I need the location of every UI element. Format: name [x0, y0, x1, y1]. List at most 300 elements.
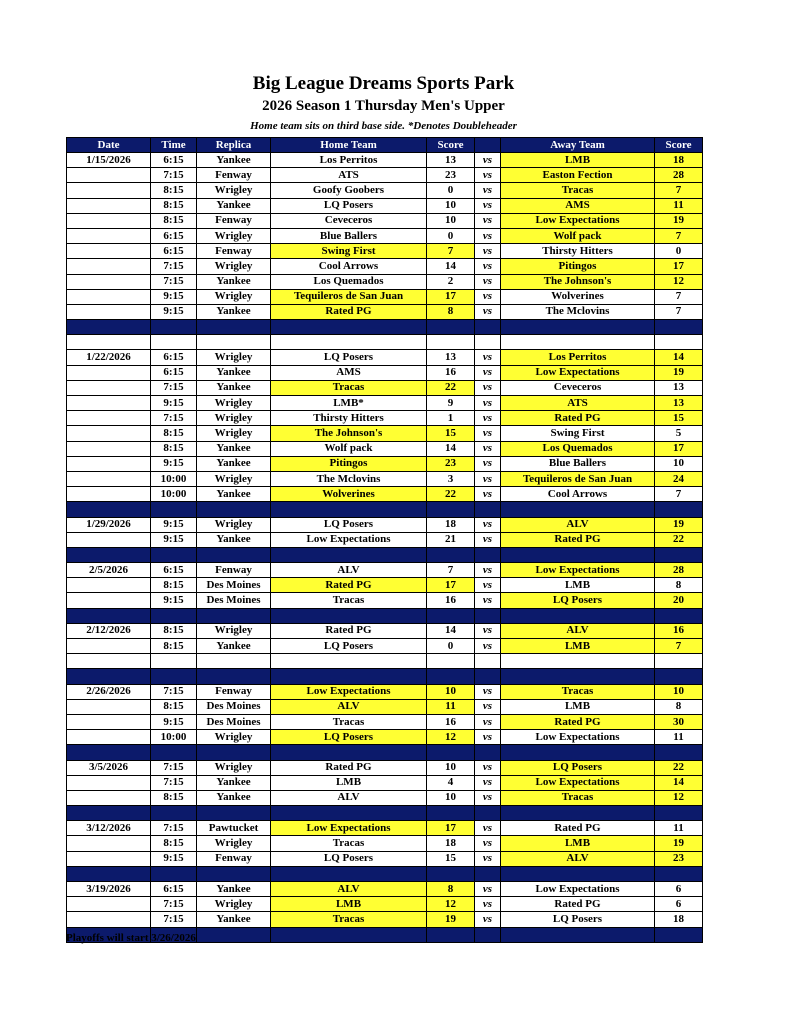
home-score-cell: 21	[427, 532, 475, 547]
away-team-cell: Tracas	[501, 684, 655, 699]
empty-cell	[151, 335, 197, 350]
vs-cell: vs	[475, 532, 501, 547]
away-score-cell: 19	[655, 365, 703, 380]
vs-cell: vs	[475, 882, 501, 897]
away-team-cell: ALV	[501, 851, 655, 866]
time-cell: 6:15	[151, 153, 197, 168]
away-team-cell: LMB	[501, 699, 655, 714]
replica-cell: Wrigley	[197, 517, 271, 532]
time-cell: 7:15	[151, 411, 197, 426]
replica-cell: Fenway	[197, 168, 271, 183]
date-cell	[67, 168, 151, 183]
home-team-cell: Blue Ballers	[271, 228, 427, 243]
empty-cell	[67, 806, 151, 821]
away-score-cell: 10	[655, 456, 703, 471]
vs-cell: vs	[475, 426, 501, 441]
time-cell: 9:15	[151, 532, 197, 547]
date-cell	[67, 441, 151, 456]
home-score-cell: 13	[427, 350, 475, 365]
home-team-cell: The Johnson's	[271, 426, 427, 441]
table-row	[67, 882, 703, 897]
away-team-cell: Low Expectations	[501, 365, 655, 380]
vs-cell: vs	[475, 411, 501, 426]
home-score-cell: 0	[427, 228, 475, 243]
replica-cell: Des Moines	[197, 699, 271, 714]
away-team-cell: Low Expectations	[501, 563, 655, 578]
vs-cell: vs	[475, 851, 501, 866]
away-score-cell: 28	[655, 168, 703, 183]
empty-cell	[197, 866, 271, 881]
away-score-cell: 7	[655, 304, 703, 319]
empty-cell	[67, 320, 151, 335]
vs-cell: vs	[475, 836, 501, 851]
replica-cell: Yankee	[197, 532, 271, 547]
schedule-body	[67, 153, 703, 943]
away-score-cell: 17	[655, 441, 703, 456]
replica-cell: Wrigley	[197, 897, 271, 912]
date-cell	[67, 471, 151, 486]
time-cell: 7:15	[151, 274, 197, 289]
time-cell: 7:15	[151, 821, 197, 836]
time-cell: 9:15	[151, 396, 197, 411]
away-score-cell: 13	[655, 396, 703, 411]
date-cell	[67, 639, 151, 654]
table-row	[67, 426, 703, 441]
away-team-cell: Rated PG	[501, 532, 655, 547]
table-row	[67, 471, 703, 486]
empty-cell	[475, 927, 501, 942]
away-score-cell: 6	[655, 882, 703, 897]
empty-cell	[475, 320, 501, 335]
table-row	[67, 244, 703, 259]
empty-cell	[151, 866, 197, 881]
away-team-cell: Low Expectations	[501, 213, 655, 228]
home-team-cell: LQ Posers	[271, 517, 427, 532]
table-row	[67, 532, 703, 547]
away-team-cell: LMB	[501, 639, 655, 654]
date-cell	[67, 456, 151, 471]
home-score-cell: 10	[427, 790, 475, 805]
vs-cell: vs	[475, 487, 501, 502]
replica-cell: Fenway	[197, 851, 271, 866]
home-team-cell: Rated PG	[271, 304, 427, 319]
replica-cell: Wrigley	[197, 411, 271, 426]
vs-cell: vs	[475, 714, 501, 729]
vs-cell: vs	[475, 396, 501, 411]
empty-cell	[475, 654, 501, 669]
date-cell	[67, 183, 151, 198]
replica-cell: Yankee	[197, 274, 271, 289]
empty-cell	[475, 745, 501, 760]
home-team-cell: Low Expectations	[271, 684, 427, 699]
page-title: Big League Dreams Sports Park	[252, 73, 515, 94]
table-row	[67, 365, 703, 380]
time-cell: 6:15	[151, 563, 197, 578]
empty-cell	[655, 335, 703, 350]
separator-row	[67, 502, 703, 517]
replica-cell: Fenway	[197, 563, 271, 578]
empty-cell	[271, 927, 427, 942]
date-cell	[67, 244, 151, 259]
away-team-cell: Swing First	[501, 426, 655, 441]
date-cell	[67, 380, 151, 395]
date-cell	[67, 775, 151, 790]
vs-cell: vs	[475, 790, 501, 805]
date-cell	[67, 532, 151, 547]
home-team-cell: LMB*	[271, 396, 427, 411]
table-row	[67, 790, 703, 805]
away-team-cell: Wolf pack	[501, 228, 655, 243]
home-score-cell: 4	[427, 775, 475, 790]
empty-cell	[271, 654, 427, 669]
vs-cell: vs	[475, 228, 501, 243]
replica-cell: Wrigley	[197, 183, 271, 198]
away-score-cell: 18	[655, 912, 703, 927]
table-row	[67, 836, 703, 851]
table-row	[67, 441, 703, 456]
table-row	[67, 623, 703, 638]
vs-cell: vs	[475, 441, 501, 456]
time-cell: 7:15	[151, 897, 197, 912]
away-team-cell: Low Expectations	[501, 775, 655, 790]
away-score-cell: 16	[655, 623, 703, 638]
away-team-cell: Tracas	[501, 790, 655, 805]
home-team-cell: Rated PG	[271, 760, 427, 775]
home-team-cell: ALV	[271, 699, 427, 714]
table-row	[67, 228, 703, 243]
away-team-cell: Ceveceros	[501, 380, 655, 395]
home-team-cell: Wolf pack	[271, 441, 427, 456]
empty-cell	[271, 866, 427, 881]
blank-row	[67, 654, 703, 669]
away-score-cell: 18	[655, 153, 703, 168]
home-team-cell: LQ Posers	[271, 639, 427, 654]
home-score-cell: 16	[427, 365, 475, 380]
separator-row	[67, 866, 703, 881]
home-team-cell: LQ Posers	[271, 350, 427, 365]
table-row	[67, 714, 703, 729]
home-score-cell: 0	[427, 639, 475, 654]
empty-cell	[67, 547, 151, 562]
table-row	[67, 304, 703, 319]
empty-cell	[197, 745, 271, 760]
home-team-cell: Rated PG	[271, 578, 427, 593]
away-score-cell: 22	[655, 532, 703, 547]
time-cell: 8:15	[151, 198, 197, 213]
time-cell: 8:15	[151, 639, 197, 654]
away-team-cell: LMB	[501, 153, 655, 168]
empty-cell	[151, 806, 197, 821]
table-row	[67, 730, 703, 745]
home-team-cell: AMS	[271, 365, 427, 380]
empty-cell	[655, 806, 703, 821]
home-team-cell: Tracas	[271, 593, 427, 608]
empty-cell	[655, 608, 703, 623]
home-score-cell: 12	[427, 730, 475, 745]
date-cell	[67, 304, 151, 319]
replica-cell: Wrigley	[197, 730, 271, 745]
away-score-cell: 7	[655, 289, 703, 304]
away-team-cell: LMB	[501, 578, 655, 593]
empty-cell	[151, 502, 197, 517]
vs-cell: vs	[475, 897, 501, 912]
vs-cell: vs	[475, 365, 501, 380]
home-team-cell: LQ Posers	[271, 730, 427, 745]
empty-cell	[197, 335, 271, 350]
separator-row	[67, 608, 703, 623]
empty-cell	[67, 654, 151, 669]
empty-cell	[427, 927, 475, 942]
home-score-cell: 16	[427, 593, 475, 608]
empty-cell	[151, 608, 197, 623]
date-cell	[67, 426, 151, 441]
vs-cell: vs	[475, 168, 501, 183]
time-cell: 8:15	[151, 426, 197, 441]
time-cell: 10:00	[151, 471, 197, 486]
table-row	[67, 259, 703, 274]
home-team-cell: Rated PG	[271, 623, 427, 638]
separator-row	[67, 806, 703, 821]
header-row	[67, 138, 703, 153]
away-score-cell: 7	[655, 487, 703, 502]
date-cell	[67, 699, 151, 714]
empty-cell	[197, 927, 271, 942]
away-score-cell: 14	[655, 775, 703, 790]
home-score-cell: 17	[427, 821, 475, 836]
table-row	[67, 851, 703, 866]
home-score-cell: 14	[427, 441, 475, 456]
home-team-cell: ALV	[271, 882, 427, 897]
replica-cell: Yankee	[197, 304, 271, 319]
vs-cell: vs	[475, 213, 501, 228]
empty-cell	[427, 745, 475, 760]
away-score-cell: 7	[655, 228, 703, 243]
replica-cell: Yankee	[197, 790, 271, 805]
table-row	[67, 274, 703, 289]
home-team-cell: The Mclovins	[271, 471, 427, 486]
away-team-cell: Cool Arrows	[501, 487, 655, 502]
table-row	[67, 821, 703, 836]
empty-cell	[197, 806, 271, 821]
col-home-score: Score	[427, 138, 475, 153]
away-score-cell: 30	[655, 714, 703, 729]
away-team-cell: Rated PG	[501, 821, 655, 836]
time-cell: 6:15	[151, 365, 197, 380]
date-cell	[67, 213, 151, 228]
vs-cell: vs	[475, 244, 501, 259]
replica-cell: Yankee	[197, 153, 271, 168]
schedule-note: Home team sits on third base side. *Denotes Doubleheader	[250, 120, 517, 132]
home-team-cell: ATS	[271, 168, 427, 183]
time-cell: 6:15	[151, 882, 197, 897]
date-cell	[67, 851, 151, 866]
date-cell: 1/22/2026	[67, 350, 151, 365]
home-team-cell: Tracas	[271, 380, 427, 395]
empty-cell	[197, 502, 271, 517]
away-score-cell: 17	[655, 259, 703, 274]
home-team-cell: Los Quemados	[271, 274, 427, 289]
away-score-cell: 12	[655, 790, 703, 805]
empty-cell	[427, 806, 475, 821]
time-cell: 8:15	[151, 836, 197, 851]
replica-cell: Yankee	[197, 882, 271, 897]
blank-row	[67, 335, 703, 350]
home-team-cell: Low Expectations	[271, 532, 427, 547]
vs-cell: vs	[475, 289, 501, 304]
date-cell	[67, 836, 151, 851]
vs-cell: vs	[475, 623, 501, 638]
home-team-cell: ALV	[271, 563, 427, 578]
away-team-cell: The Johnson's	[501, 274, 655, 289]
vs-cell: vs	[475, 912, 501, 927]
home-score-cell: 16	[427, 714, 475, 729]
away-team-cell: Blue Ballers	[501, 456, 655, 471]
empty-cell	[271, 502, 427, 517]
home-score-cell: 3	[427, 471, 475, 486]
away-team-cell: LQ Posers	[501, 912, 655, 927]
time-cell: 9:15	[151, 456, 197, 471]
empty-cell	[475, 608, 501, 623]
time-cell: 8:15	[151, 790, 197, 805]
away-score-cell: 23	[655, 851, 703, 866]
date-cell	[67, 593, 151, 608]
away-team-cell: LQ Posers	[501, 593, 655, 608]
replica-cell: Yankee	[197, 639, 271, 654]
empty-cell	[655, 654, 703, 669]
away-team-cell: ALV	[501, 623, 655, 638]
time-cell: 9:15	[151, 289, 197, 304]
date-cell: 1/29/2026	[67, 517, 151, 532]
away-score-cell: 0	[655, 244, 703, 259]
time-cell: 8:15	[151, 183, 197, 198]
date-cell	[67, 411, 151, 426]
home-score-cell: 23	[427, 168, 475, 183]
away-score-cell: 14	[655, 350, 703, 365]
table-row	[67, 411, 703, 426]
empty-cell	[501, 745, 655, 760]
vs-cell: vs	[475, 350, 501, 365]
empty-cell	[427, 502, 475, 517]
empty-cell	[427, 654, 475, 669]
time-cell: 10:00	[151, 487, 197, 502]
empty-cell	[67, 745, 151, 760]
replica-cell: Yankee	[197, 441, 271, 456]
table-row	[67, 350, 703, 365]
replica-cell: Wrigley	[197, 350, 271, 365]
replica-cell: Des Moines	[197, 714, 271, 729]
away-team-cell: Low Expectations	[501, 882, 655, 897]
table-row	[67, 912, 703, 927]
table-row	[67, 153, 703, 168]
table-row	[67, 563, 703, 578]
vs-cell: vs	[475, 730, 501, 745]
date-cell: 3/12/2026	[67, 821, 151, 836]
away-score-cell: 19	[655, 517, 703, 532]
date-cell	[67, 198, 151, 213]
vs-cell: vs	[475, 471, 501, 486]
home-score-cell: 18	[427, 517, 475, 532]
empty-cell	[427, 669, 475, 684]
home-score-cell: 14	[427, 623, 475, 638]
vs-cell: vs	[475, 684, 501, 699]
away-team-cell: ATS	[501, 396, 655, 411]
away-score-cell: 8	[655, 699, 703, 714]
empty-cell	[271, 608, 427, 623]
separator-row	[67, 745, 703, 760]
home-score-cell: 22	[427, 380, 475, 395]
home-score-cell: 14	[427, 259, 475, 274]
empty-cell	[501, 320, 655, 335]
home-team-cell: Tracas	[271, 714, 427, 729]
date-cell: 2/5/2026	[67, 563, 151, 578]
separator-row	[67, 669, 703, 684]
vs-cell: vs	[475, 304, 501, 319]
empty-cell	[501, 502, 655, 517]
replica-cell: Yankee	[197, 487, 271, 502]
time-cell: 7:15	[151, 168, 197, 183]
vs-cell: vs	[475, 775, 501, 790]
empty-cell	[427, 547, 475, 562]
empty-cell	[67, 502, 151, 517]
home-score-cell: 18	[427, 836, 475, 851]
replica-cell: Wrigley	[197, 289, 271, 304]
home-score-cell: 7	[427, 244, 475, 259]
replica-cell: Des Moines	[197, 578, 271, 593]
away-score-cell: 11	[655, 730, 703, 745]
away-score-cell: 6	[655, 897, 703, 912]
home-score-cell: 0	[427, 183, 475, 198]
table-row	[67, 396, 703, 411]
vs-cell: vs	[475, 456, 501, 471]
home-team-cell: Wolverines	[271, 487, 427, 502]
empty-cell	[151, 654, 197, 669]
away-score-cell: 22	[655, 760, 703, 775]
table-row	[67, 760, 703, 775]
empty-cell	[197, 608, 271, 623]
away-team-cell: Low Expectations	[501, 730, 655, 745]
empty-cell	[501, 654, 655, 669]
empty-cell	[501, 335, 655, 350]
empty-cell	[271, 745, 427, 760]
empty-cell	[197, 669, 271, 684]
home-team-cell: Tracas	[271, 836, 427, 851]
table-row	[67, 198, 703, 213]
empty-cell	[475, 335, 501, 350]
empty-cell	[427, 866, 475, 881]
away-score-cell: 11	[655, 821, 703, 836]
home-score-cell: 13	[427, 153, 475, 168]
away-team-cell: AMS	[501, 198, 655, 213]
home-team-cell: Swing First	[271, 244, 427, 259]
date-cell: 2/12/2026	[67, 623, 151, 638]
away-team-cell: LQ Posers	[501, 760, 655, 775]
col-date: Date	[67, 138, 151, 153]
away-score-cell: 7	[655, 639, 703, 654]
replica-cell: Wrigley	[197, 228, 271, 243]
replica-cell: Yankee	[197, 380, 271, 395]
home-team-cell: Goofy Goobers	[271, 183, 427, 198]
time-cell: 8:15	[151, 213, 197, 228]
page-subtitle: 2026 Season 1 Thursday Men's Upper	[262, 98, 505, 114]
empty-cell	[197, 547, 271, 562]
home-score-cell: 10	[427, 760, 475, 775]
away-team-cell: Rated PG	[501, 411, 655, 426]
home-team-cell: Thirsty Hitters	[271, 411, 427, 426]
date-cell: 1/15/2026	[67, 153, 151, 168]
home-score-cell: 23	[427, 456, 475, 471]
vs-cell: vs	[475, 274, 501, 289]
home-score-cell: 2	[427, 274, 475, 289]
